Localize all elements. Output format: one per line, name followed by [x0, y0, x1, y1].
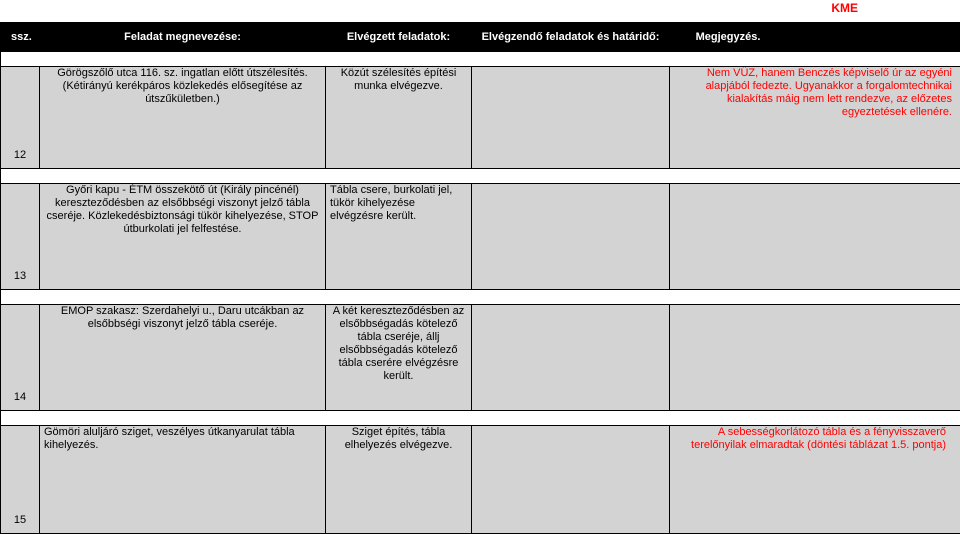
task-cell: Gömöri aluljáró sziget, veszélyes útkanyarulat tábla kihelyezés.	[40, 426, 326, 534]
spacer-row	[1, 411, 960, 426]
table-row	[1, 426, 960, 534]
spacer-row	[1, 169, 960, 184]
row-number: 15	[1, 426, 40, 534]
row-number: 14	[1, 305, 40, 411]
done-cell: Tábla csere, burkolati jel, tükör kihelyezése elvégzésre került.	[326, 184, 472, 290]
todo-cell	[472, 184, 670, 290]
table-row	[1, 184, 960, 290]
header-row	[1, 23, 960, 52]
todo-cell	[472, 305, 670, 411]
header-extra	[787, 23, 960, 52]
done-cell: Sziget építés, tábla elhelyezés elvégezve.	[326, 426, 472, 534]
done-cell: A két kereszteződésben az elsőbbségadás kötelező tábla cseréje, állj elsőbbségadás kötelező tábla cserére elvégzésre került.	[326, 305, 472, 411]
header-done: Elvégzett feladatok:	[326, 23, 472, 52]
notes-cell: Nem VÜZ, hanem Benczés képviselő úr az egyéni alapjából fedezte. Ugyanakkor a forgalomtechnikai kialakítás máig nem lett rendezve, az előzetes egyeztetések ellenére.	[670, 67, 960, 169]
spacer-row	[1, 290, 960, 305]
row-number: 12	[1, 67, 40, 169]
task-cell: EMOP szakasz: Szerdahelyi u., Daru utcákban az elsőbbségi viszonyt jelző tábla cseréje.	[40, 305, 326, 411]
table-row	[1, 305, 960, 411]
spacer-row	[1, 52, 960, 67]
row-number: 13	[1, 184, 40, 290]
notes-cell	[670, 184, 960, 290]
header-todo: Elvégzendő feladatok és határidő:	[472, 23, 670, 52]
notes-cell	[670, 305, 960, 411]
task-cell: Győri kapu - ÉTM összekötő út (Király pincénél) kereszteződésben az elsőbbségi viszonyt jelző tábla cseréje. Közlekedésbiztonsági tükör kihelyezése, STOP útburkolati jel felfestése.	[40, 184, 326, 290]
task-cell: Görögszőlő utca 116. sz. ingatlan előtt útszélesítés. (Kétirányú kerékpáros közlekedés elősegítése az útszűkületben.)	[40, 67, 326, 169]
header-num: ssz.	[1, 23, 40, 52]
header-task: Feladat megnevezése:	[40, 23, 326, 52]
document-title: KME	[0, 0, 960, 16]
task-table	[0, 22, 960, 534]
table-row	[1, 67, 960, 169]
todo-cell	[472, 67, 670, 169]
notes-cell: A sebességkorlátozó tábla és a fényvisszaverő terelőnyilak elmaradtak (döntési táblázat 1.5. pontja)	[670, 426, 960, 534]
todo-cell	[472, 426, 670, 534]
header-notes: Megjegyzés.	[670, 23, 787, 52]
done-cell: Közút szélesítés építési munka elvégezve.	[326, 67, 472, 169]
